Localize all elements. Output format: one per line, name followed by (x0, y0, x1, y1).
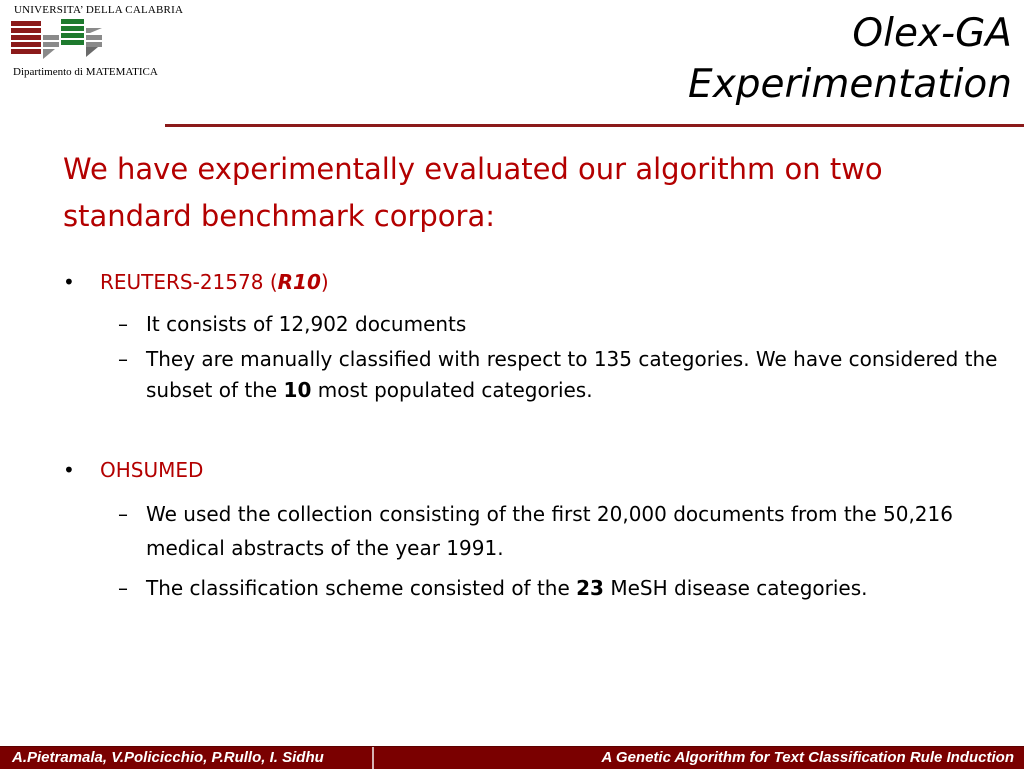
footer-paper-title: A Genetic Algorithm for Text Classification Rule Induction (601, 749, 1014, 766)
ohsumed-item-1-text: We used the collection consisting of the first 20,000 documents from the 50,216 medical abstracts of the year 1991. (146, 502, 953, 560)
ohsumed-item-2-before: The classification scheme consisted of the (146, 576, 577, 600)
slide-title-line1: Olex-GA (852, 11, 1012, 56)
bullet-icon: • (63, 270, 75, 294)
reuters-label-code: R10 (277, 270, 321, 294)
ohsumed-item-2-after: MeSH disease categories. (603, 576, 868, 600)
slide-title (688, 8, 1012, 110)
reuters-label (100, 270, 329, 294)
ohsumed-item-1 (118, 497, 998, 565)
bullet-icon: • (63, 458, 75, 482)
department-name: Dipartimento di MATEMATICA (13, 66, 158, 78)
university-name: UNIVERSITA’ DELLA CALABRIA (14, 4, 184, 16)
footer-authors: A.Pietramala, V.Policicchio, P.Rullo, I. Sidhu (12, 749, 324, 766)
reuters-item-1-text: It consists of 12,902 documents (146, 312, 467, 336)
university-logo-icon (11, 19, 106, 61)
dash-icon: – (118, 502, 128, 526)
slide-footer (0, 746, 1024, 769)
reuters-item-2-after: most populated categories. (311, 378, 593, 402)
dash-icon: – (118, 347, 128, 371)
title-divider (165, 124, 1024, 127)
ohsumed-label: OHSUMED (100, 458, 204, 482)
slide-title-line2: Experimentation (688, 62, 1012, 107)
ohsumed-item-2-text (146, 571, 998, 605)
intro-text: We have experimentally evaluated our algorithm on two standard benchmark corpora: (63, 152, 883, 233)
dash-icon: – (118, 576, 128, 600)
footer-divider (372, 747, 374, 769)
ohsumed-item-2 (118, 571, 998, 605)
ohsumed-item-2-bold: 23 (576, 576, 604, 600)
reuters-label-suffix: ) (320, 270, 329, 294)
reuters-item-2-before: They are manually classified with respect to 135 categories. We have considered the subset of the (146, 347, 998, 402)
university-logo-block (8, 4, 208, 78)
reuters-item-2-text (146, 344, 998, 406)
reuters-item-2-bold: 10 (283, 378, 312, 402)
dash-icon: – (118, 312, 128, 336)
reuters-item-1 (118, 308, 998, 341)
reuters-label-prefix: REUTERS-21578 ( (100, 270, 278, 294)
reuters-item-2 (118, 344, 998, 406)
